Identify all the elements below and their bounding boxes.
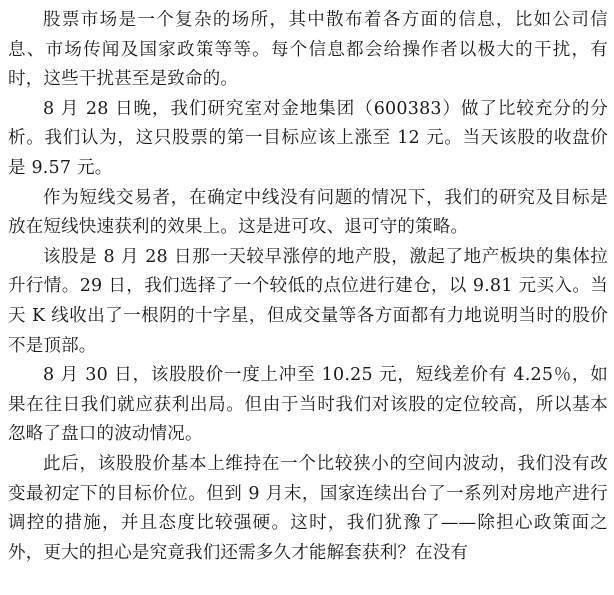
paragraph-jindi-analysis: 8 月 28 日晚，我们研究室对金地集团（600383）做了比较充分的分析。我们认为，这只股票的第一目标应该上涨至 12 元。当天该股的收盘价是 9.57 元。: [8, 98, 608, 178]
paragraph-position-building: 该股是 8 月 28 日那一天较早涨停的地产股，激起了地产板块的集体拉升行情。29 日，我们选择了一个较低的点位进行建仓，以 9.81 元买入。当天 K 线收出了一根阴的十字星，但成交量等各方面都有力地说明当时的股价不是顶部。: [8, 246, 608, 356]
paragraph-short-term-strategy: 作为短线交易者，在确定中线没有问题的情况下，我们的研究及目标是放在短线快速获利的效果上。这是进可攻、退可守的策略。: [8, 187, 608, 238]
paragraph-market-info: 股票市场是一个复杂的场所，其中散布着各方面的信息，比如公司信息、市场传闻及国家政策等等。每个信息都会给操作者以极大的干扰，有时，这些干扰甚至是致命的。: [8, 10, 608, 90]
paragraph-price-spike: 8 月 30 日，该股股价一度上冲至 10.25 元，短线差价有 4.25％，如果在往日我们就应获利出局。但由于当时我们对该股的定位较高，所以基本忽略了盘口的波动情况。: [8, 365, 608, 445]
paragraph-policy-hesitation: 此后，该股股价基本上维持在一个比较狭小的空间内波动，我们没有改变最初定下的目标价位。但到 9 月末，国家连续出台了一系列对房地产进行调控的措施，并且态度比较强硬。这时，我们犹豫了——除担心政策面之外，更大的担心是究竟我们还需多久才能解套获利？在没有: [8, 453, 608, 563]
